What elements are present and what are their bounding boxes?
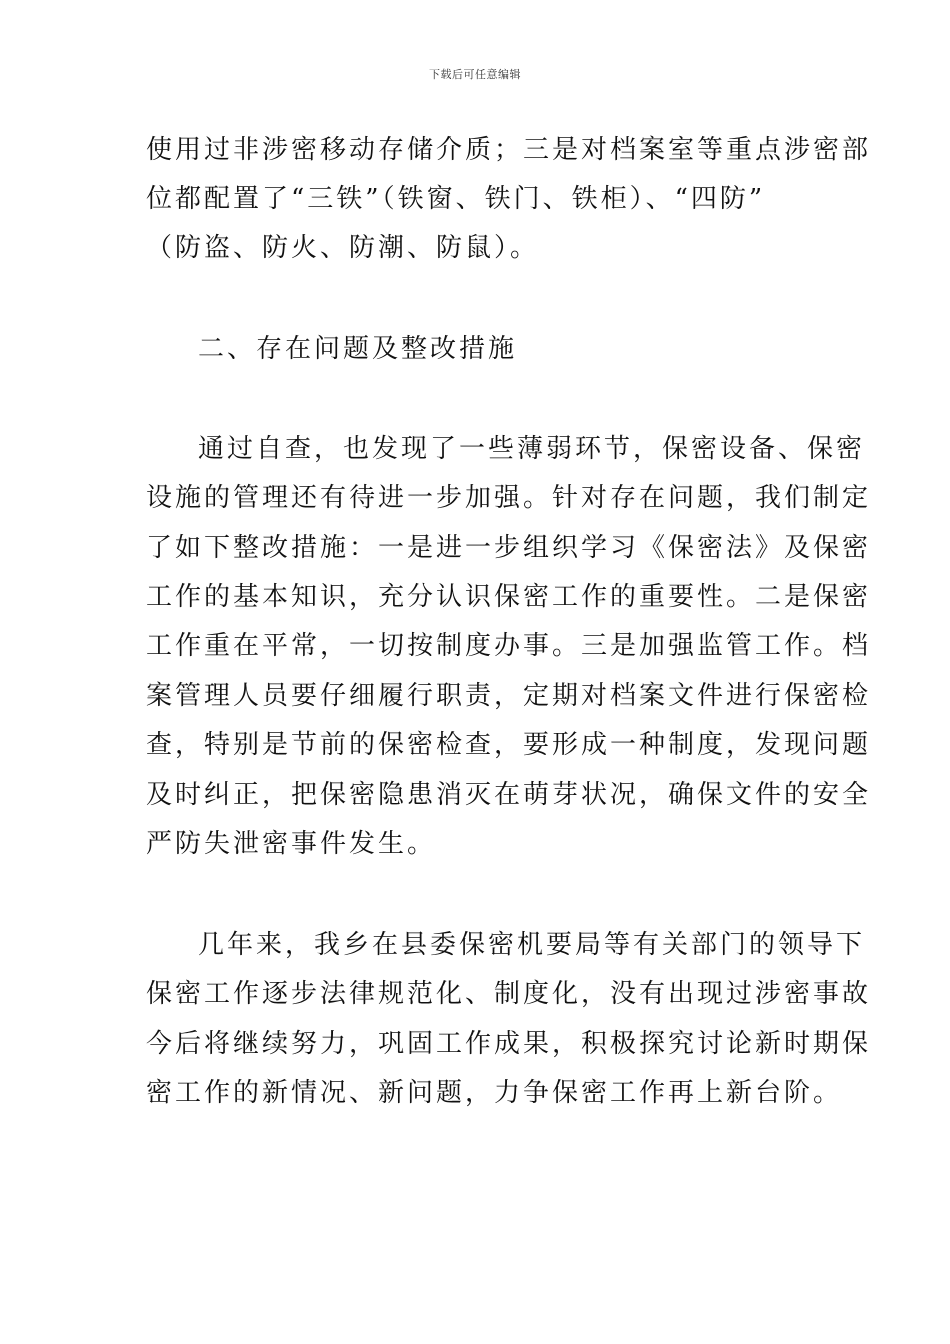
paragraph-4-line-1: 几年来，我乡在县委保密机要局等有关部门的领导下 <box>198 930 866 960</box>
paragraph-4-line-2: 保密工作逐步法律规范化、制度化，没有出现过涉密事故 <box>146 979 872 1009</box>
paragraph-3-line-7: 查，特别是节前的保密检查，要形成一种制度，发现问题 <box>146 730 872 760</box>
paragraph-3-line-6: 案管理人员要仔细履行职责，定期对档案文件进行保密检 <box>146 681 872 711</box>
paragraph-1-line-1: 使用过非涉密移动存储介质；三是对档案室等重点涉密部 <box>146 135 872 165</box>
paragraph-1-line-3: （防盗、防火、防潮、防鼠）。 <box>146 233 540 263</box>
paragraph-3-line-4: 工作的基本知识，充分认识保密工作的重要性。二是保密 <box>146 582 872 612</box>
section-heading: 二、存在问题及整改措施 <box>198 334 518 364</box>
paragraph-3-line-3: 了如下整改措施：一是进一步组织学习《保密法》及保密 <box>146 533 872 563</box>
paragraph-4-line-4: 密工作的新情况、新问题，力争保密工作再上新台阶。 <box>146 1078 843 1108</box>
paragraph-3-line-2: 设施的管理还有待进一步加强。针对存在问题，我们制定 <box>146 483 872 513</box>
paragraph-3-line-5: 工作重在平常，一切按制度办事。三是加强监管工作。档 <box>146 631 872 661</box>
paragraph-1-line-2: 位都配置了“三铁”（铁窗、铁门、铁柜）、“四防” <box>146 184 766 214</box>
paragraph-3-line-8: 及时纠正，把保密隐患消灭在萌芽状况，确保文件的安全 <box>146 780 872 810</box>
paragraph-3-line-1: 通过自查，也发现了一些薄弱环节，保密设备、保密 <box>198 434 866 464</box>
paragraph-4-line-3: 今后将继续努力，巩固工作成果，积极探究讨论新时期保 <box>146 1029 872 1059</box>
paragraph-3-line-9: 严防失泄密事件发生。 <box>146 829 437 859</box>
page-header: 下载后可任意编辑 <box>429 68 521 81</box>
